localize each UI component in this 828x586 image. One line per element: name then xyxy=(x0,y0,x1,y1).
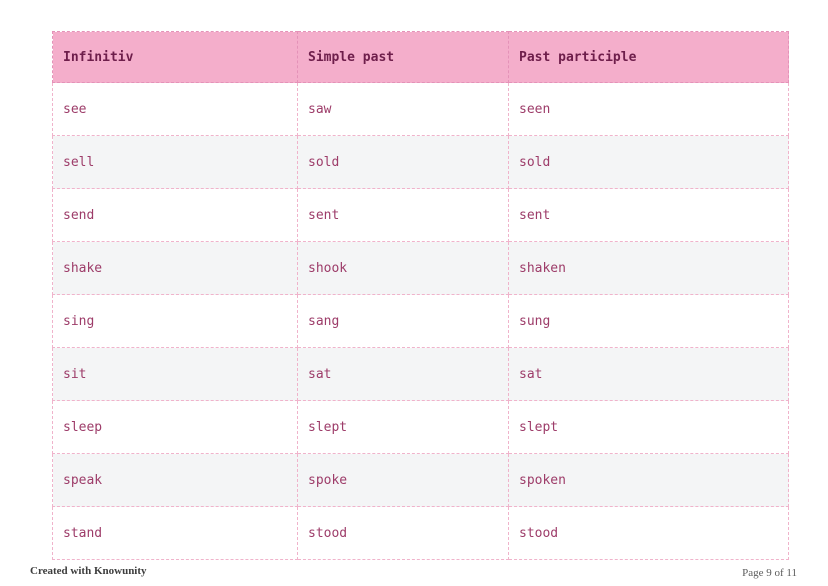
table-cell: seen xyxy=(509,83,789,136)
table-row xyxy=(53,507,789,560)
irregular-verbs-table xyxy=(52,31,789,560)
table-cell: slept xyxy=(298,401,509,454)
table-cell: sent xyxy=(298,189,509,242)
footer-branding: Created with Knowunity xyxy=(30,565,147,577)
table-cell: shake xyxy=(53,242,298,295)
table-cell: spoke xyxy=(298,454,509,507)
table-row xyxy=(53,348,789,401)
column-header-infinitiv: Infinitiv xyxy=(53,32,298,83)
table-row xyxy=(53,242,789,295)
table-cell: sang xyxy=(298,295,509,348)
table-cell: see xyxy=(53,83,298,136)
table-cell: sung xyxy=(509,295,789,348)
table-row xyxy=(53,83,789,136)
table-cell: saw xyxy=(298,83,509,136)
table-row xyxy=(53,295,789,348)
table-cell: shaken xyxy=(509,242,789,295)
table-row xyxy=(53,454,789,507)
table-cell: sat xyxy=(509,348,789,401)
table-cell: spoken xyxy=(509,454,789,507)
table-cell: sold xyxy=(298,136,509,189)
table-row xyxy=(53,136,789,189)
column-header-simple-past: Simple past xyxy=(298,32,509,83)
table-cell: stood xyxy=(298,507,509,560)
table-row xyxy=(53,189,789,242)
table-cell: stood xyxy=(509,507,789,560)
table-cell: send xyxy=(53,189,298,242)
table-cell: shook xyxy=(298,242,509,295)
table-cell: sleep xyxy=(53,401,298,454)
table-cell: sold xyxy=(509,136,789,189)
table-cell: stand xyxy=(53,507,298,560)
table-cell: sent xyxy=(509,189,789,242)
table-cell: sat xyxy=(298,348,509,401)
table-cell: speak xyxy=(53,454,298,507)
table-header-row xyxy=(53,32,789,83)
table-cell: sit xyxy=(53,348,298,401)
table-row xyxy=(53,401,789,454)
column-header-past-participle: Past participle xyxy=(509,32,789,83)
table-cell: sing xyxy=(53,295,298,348)
page-number: Page 9 of 11 xyxy=(742,567,797,579)
table-cell: sell xyxy=(53,136,298,189)
table-cell: slept xyxy=(509,401,789,454)
